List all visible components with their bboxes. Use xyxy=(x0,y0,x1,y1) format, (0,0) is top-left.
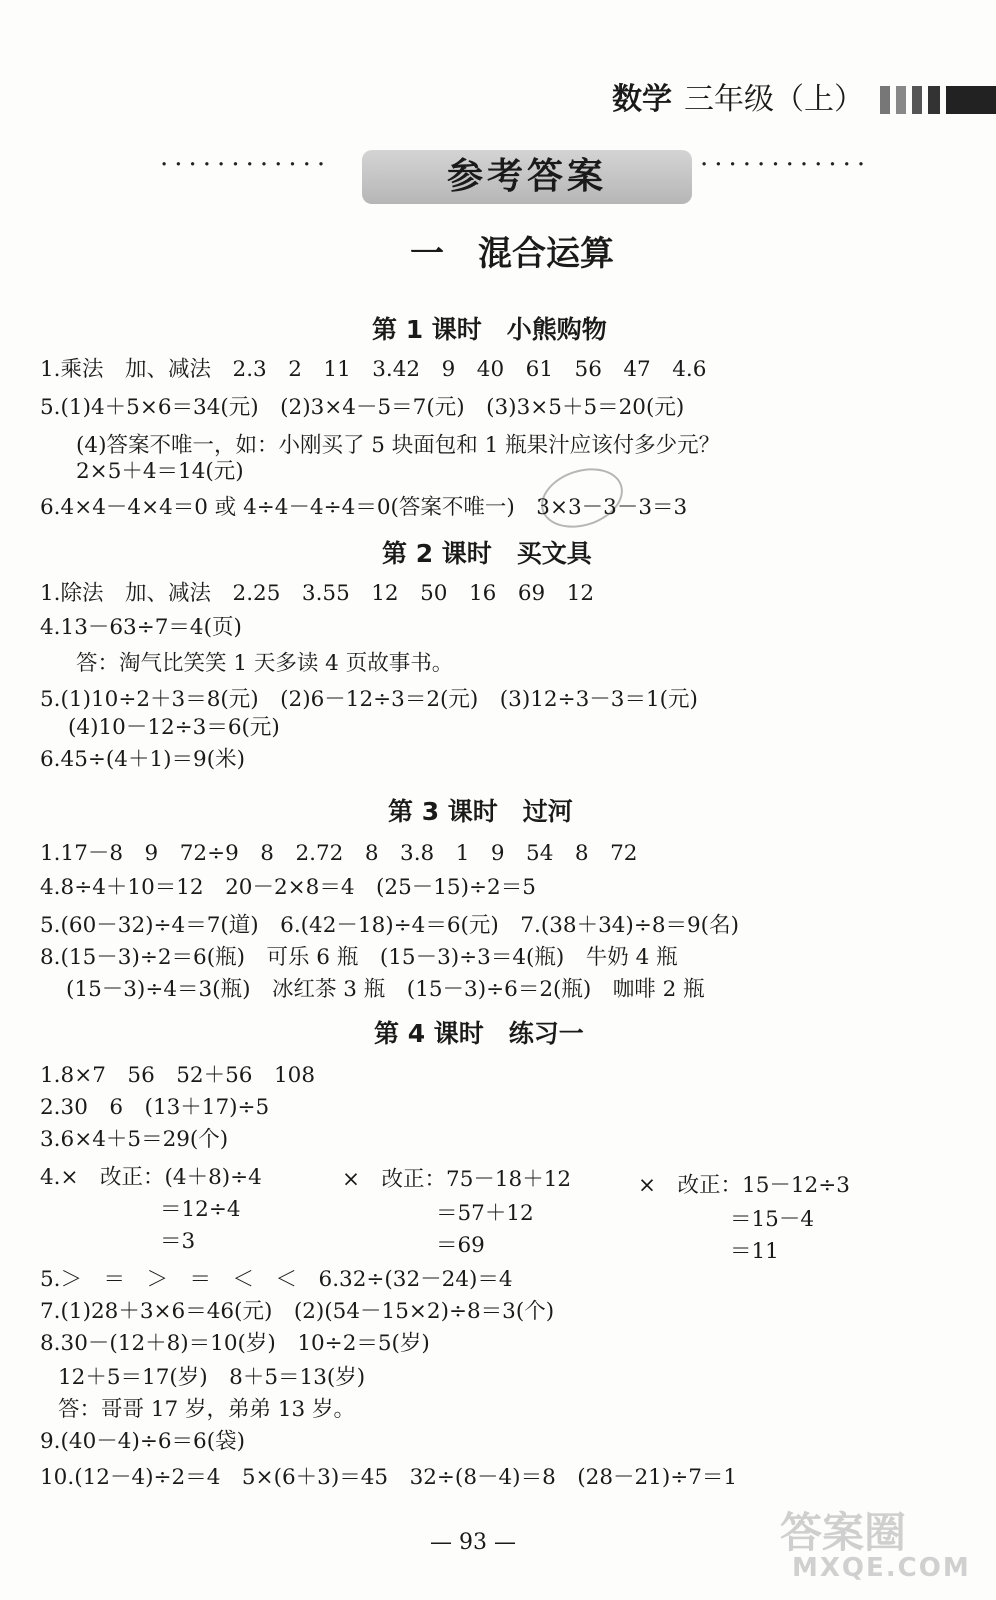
lesson-3-line: 4.8÷4＋10＝12 20－2×8＝4 (25－15)÷2＝5 xyxy=(40,875,536,900)
lesson-2-line: (4)10－12÷3＝6(元) xyxy=(68,715,280,740)
lesson-4-line: ＝57＋12 xyxy=(436,1201,534,1226)
lesson-4-line: 8.30－(12＋8)＝10(岁) 10÷2＝5(岁) xyxy=(40,1331,430,1356)
lesson-1-line: (4)答案不唯一，如：小刚买了 5 块面包和 1 瓶果汁应该付多少元？ xyxy=(76,433,721,458)
lesson-2-line: 1.除法 加、减法 2.25 3.55 12 50 16 69 12 xyxy=(40,581,595,606)
lesson-4-line: ＝15－4 xyxy=(730,1207,815,1232)
lesson-2-line: 6.45÷(4＋1)＝9(米) xyxy=(40,747,245,772)
lesson-1-line: 1.乘法 加、减法 2.3 2 11 3.42 9 40 61 56 47 4.6 xyxy=(40,357,707,382)
lesson-1-line: 2×5＋4＝14(元) xyxy=(76,459,244,484)
lesson-4-line: 3.6×4＋5＝29(个) xyxy=(40,1127,229,1152)
page-number: — 93 — xyxy=(430,1530,516,1555)
lesson-2-line: 4.13－63÷7＝4(页) xyxy=(40,615,242,640)
lesson-4-title: 第 4 课时 练习一 xyxy=(374,1019,584,1048)
lesson-3-line: 5.(60－32)÷4＝7(道) 6.(42－18)÷4＝6(元) 7.(38＋34)÷8＝9(名) xyxy=(40,913,739,938)
subject-label: 数学 xyxy=(612,82,672,117)
lesson-2-line: 答：淘气比笑笑 1 天多读 4 页故事书。 xyxy=(76,651,454,676)
lesson-1-title: 第 1 课时 小熊购物 xyxy=(372,315,607,344)
watermark-logo: 答案圈 xyxy=(780,1508,907,1557)
lesson-2-title: 第 2 课时 买文具 xyxy=(382,539,592,568)
chapter-title: 一 混合运算 xyxy=(410,234,614,274)
lesson-4-line: 1.8×7 56 52＋56 108 xyxy=(40,1063,315,1088)
grade-label: 三年级（上） xyxy=(684,82,864,117)
lesson-4-line: × 改正：15－12÷3 xyxy=(638,1173,850,1198)
lesson-4-line: 9.(40－4)÷6＝6(袋) xyxy=(40,1429,245,1454)
lesson-4-line: 5.＞ ＝ ＞ ＝ ＜ ＜ 6.32÷(32－24)＝4 xyxy=(40,1267,513,1292)
watermark-url: MXQE.COM xyxy=(792,1553,971,1583)
right-dot-leader: ············ xyxy=(700,150,872,180)
lesson-3-title: 第 3 课时 过河 xyxy=(388,797,573,826)
lesson-3-line: 8.(15－3)÷2＝6(瓶) 可乐 6 瓶 (15－3)÷3＝4(瓶) 牛奶 4 瓶 xyxy=(40,945,678,970)
lesson-4-line: ＝11 xyxy=(730,1239,779,1264)
lesson-4-line: ＝69 xyxy=(436,1233,485,1258)
lesson-1-line: 6.4×4－4×4＝0 或 4÷4－4÷4＝0(答案不唯一) 3×3－3－3＝3 xyxy=(40,495,688,520)
lesson-4-line: 2.30 6 (13＋17)÷5 xyxy=(40,1095,270,1120)
lesson-4-line: 答：哥哥 17 岁，弟弟 13 岁。 xyxy=(58,1397,356,1422)
lesson-4-line: 12＋5＝17(岁) 8＋5＝13(岁) xyxy=(58,1365,366,1390)
lesson-4-line: 7.(1)28＋3×6＝46(元) (2)(54－15×2)÷8＝3(个) xyxy=(40,1299,555,1324)
lesson-4-line: 10.(12－4)÷2＝4 5×(6＋3)＝45 32÷(8－4)＝8 (28－21)÷7＝1 xyxy=(40,1465,738,1490)
title-banner: 参考答案 xyxy=(362,150,692,204)
lesson-3-line: (15－3)÷4＝3(瓶) 冰红茶 3 瓶 (15－3)÷6＝2(瓶) 咖啡 2 瓶 xyxy=(66,977,705,1002)
lesson-4-line: × 改正：75－18＋12 xyxy=(342,1167,572,1192)
lesson-4-line: ＝3 xyxy=(160,1229,196,1254)
header-bars-decoration xyxy=(880,86,996,114)
left-dot-leader: ············ xyxy=(160,150,332,180)
lesson-4-line: ＝12÷4 xyxy=(160,1197,241,1222)
lesson-4-line: 4.× 改正：(4＋8)÷4 xyxy=(40,1165,262,1190)
lesson-3-line: 1.17－8 9 72÷9 8 2.72 8 3.8 1 9 54 8 72 xyxy=(40,841,638,866)
lesson-2-line: 5.(1)10÷2＋3＝8(元) (2)6－12÷3＝2(元) (3)12÷3－3＝1(元) xyxy=(40,687,698,712)
lesson-1-line: 5.(1)4＋5×6＝34(元) (2)3×4－5＝7(元) (3)3×5＋5＝20(元) xyxy=(40,395,685,420)
